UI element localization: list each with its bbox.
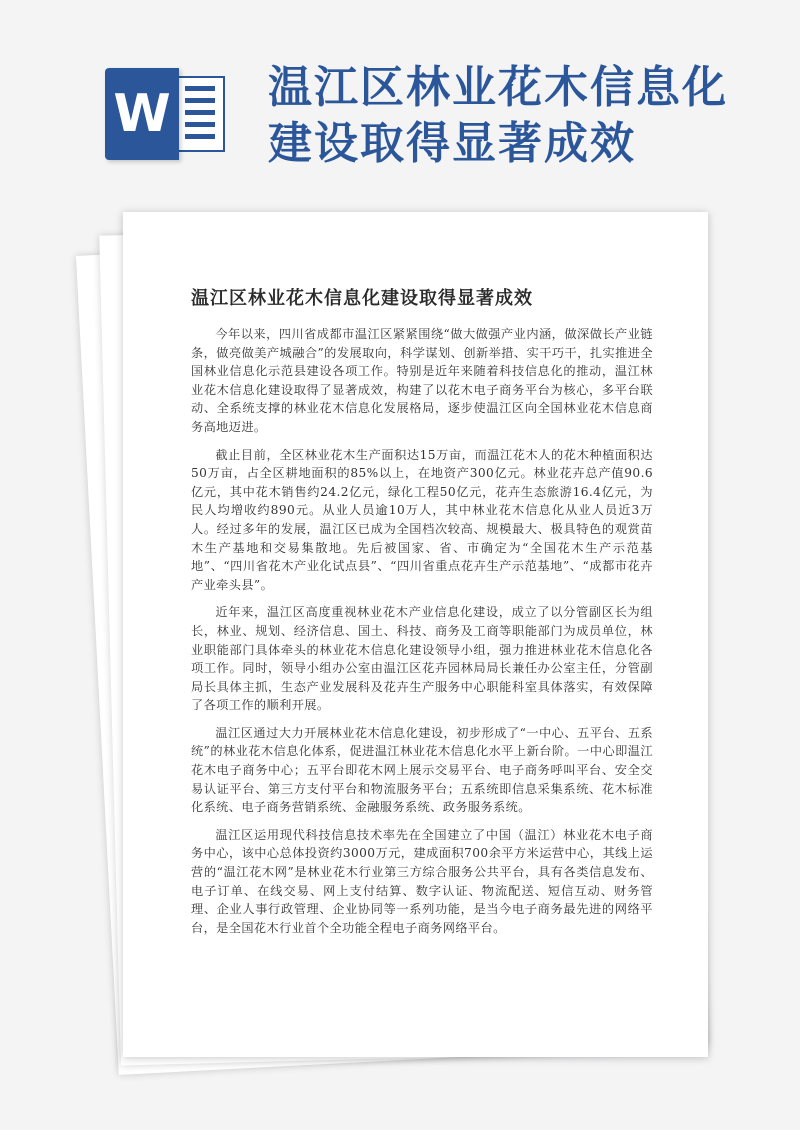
paragraph-4: 温江区通过大力开展林业花木信息化建设，初步形成了“一中心、五平台、五系统”的林业花木信息化体系，促进温江林业花木信息化水平上新台阶。一中心即温江花木电子商务中心；五平台即花木网上展示交易平台、电子商务呼叫平台、安全交易认证平台、第三方支付平台和物流服务平台；五系统即信息采集系统、花木标准化系统、电子商务营销系统、金融服务系统、政务服务系统。: [191, 725, 653, 815]
main-title: [268, 60, 778, 172]
document-page: [123, 212, 708, 1057]
paragraph-2: 截止目前，全区林业花木生产面积达15万亩，而温江花木人的花木种植面积达50万亩，占全区耕地面积的85%以上，在地资产300亿元。林业花卉总产值90.6亿元，其中花木销售约24.2亿元，绿化工程50亿元，花卉生态旅游16.4亿元，为民人均增收约890元。从业人员逾10万人，其中林业花木信息化从业人员近3万人。经过多年的发展，温江区已成为全国档次较高、规模最大、极具特色的观赏苗木生产基地和交易集散地。先后被国家、省、市确定为“全国花木生产示范基地”、“四川省花木产业化试点县”、“四川省重点花卉生产示范基地”、“成都市花卉产业牵头县”。: [191, 447, 653, 592]
paragraph-3: 近年来，温江区高度重视林业花木产业信息化建设，成立了以分管副区长为组长，林业、规划、经济信息、国土、科技、商务及工商等职能部门为成员单位，林业职能部门具体牵头的林业花木信息化建设领导小组，强力推进林业花木信息化各项工作。同时，领导小组办公室由温江区花卉园林局局长兼任办公室主任，分管副局长具体主抓，生态产业发展科及花卉生产服务中心职能科室具体落实，有效保障了各项工作的顺利开展。: [191, 605, 653, 713]
header: [0, 0, 800, 200]
main-title-line-2: 建设取得显著成效: [268, 118, 636, 169]
paragraph-5: 温江区运用现代科技信息技术率先在全国建立了中国（温江）林业花木电子商务中心，该中心总体投资约3000万元，建成面积700余平方米运营中心，其线上运营的“温江花木网”是林业花木行业第三方综合服务公共平台，具有各类信息发布、电子订单、在线交易、网上支付结算、数字认证、物流配送、短信互动、财务管理、企业人事行政管理、企业协同等一系列功能，是当今电子商务最先进的网络平台，是全国花木行业首个全功能全程电子商务网络平台。: [191, 827, 653, 935]
word-document-icon: [105, 68, 225, 160]
document-body: [191, 325, 653, 946]
paragraph-1: 今年以来，四川省成都市温江区紧紧围绕“做大做强产业内涵，做深做长产业链条，做亮做美产城融合”的发展取向，科学谋划、创新举措、实干巧干，扎实推进全国林业信息化示范县建设各项工作。特别是近年来随着科技信息化的推动，温江林业花木信息化建设取得了显著成效，构建了以花木电子商务平台为核心，多平台联动、全系统支撑的林业花木信息化发展格局，逐步使温江区向全国林业花木信息商务高地迈进。: [191, 327, 653, 434]
document-title: 温江区林业花木信息化建设取得显著成效: [191, 288, 533, 309]
word-letter-badge: W: [105, 68, 179, 160]
document-lines-icon: [179, 76, 225, 152]
main-title-line-1: 温江区林业花木信息化: [268, 62, 728, 113]
